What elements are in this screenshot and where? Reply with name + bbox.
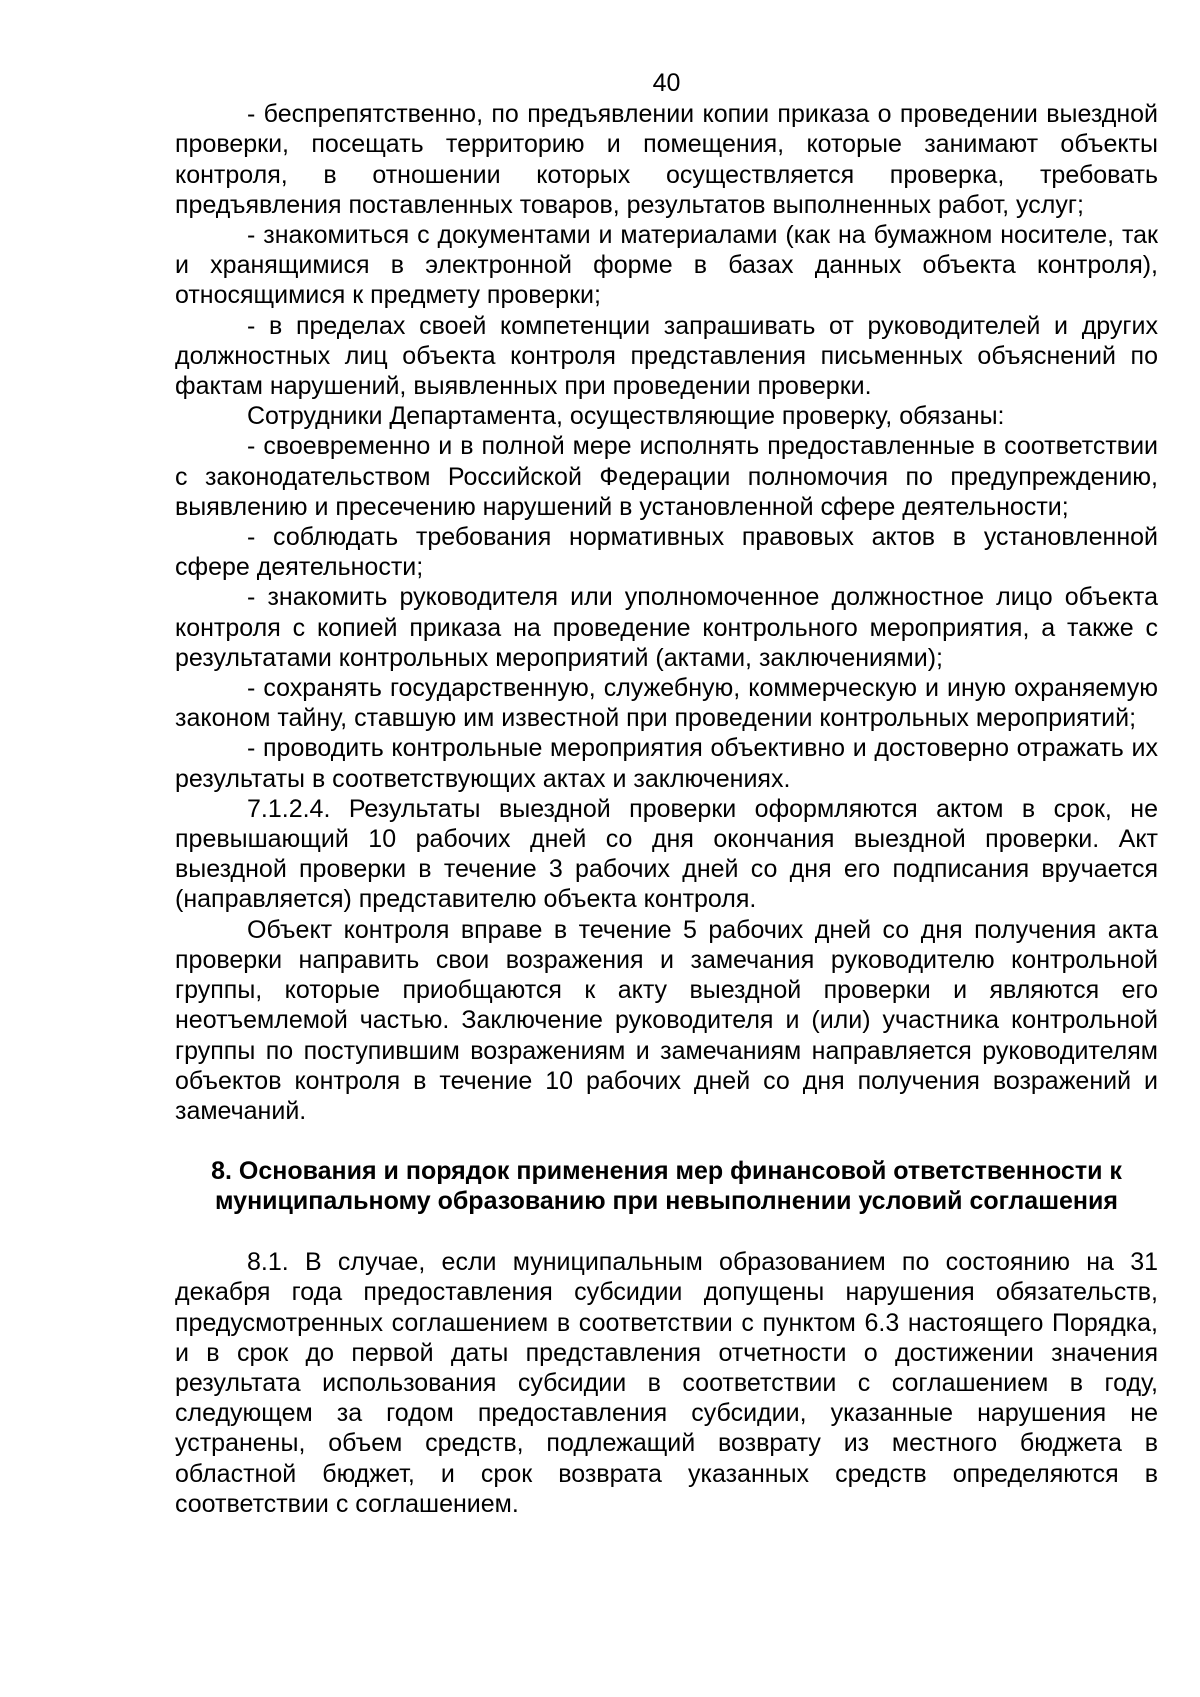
- paragraph-duty-exercise-powers: - своевременно и в полной мере исполнять предоставленные в соответствии с законодательством Российской Федерации полномочия по предупреждению, выявлению и пресечению нарушений в установленной сфере деятельности;: [175, 432, 1158, 521]
- paragraph-right-review-documents: - знакомиться с документами и материалами (как на бумажном носителе, так и хранящимися в электронной форме в базах данных объекта контроля), относящимися к предмету проверки;: [175, 221, 1158, 310]
- page-number: 40: [652, 69, 681, 97]
- paragraph-duty-objective-results: - проводить контрольные мероприятия объективно и достоверно отражать их результаты в соответствующих актах и заключениях.: [175, 734, 1158, 793]
- paragraph-7-1-2-4: 7.1.2.4. Результаты выездной проверки оформляются актом в срок, не превышающий 10 рабочих дней со дня окончания выездной проверки. Акт выездной проверки в течение 3 рабочих дней со дня его подписания вручается (направляется) представителю объекта контроля.: [175, 794, 1158, 914]
- paragraph-duty-keep-secrets: - сохранять государственную, служебную, коммерческую и иную охраняемую законом тайну, ставшую им известной при проведении контрольных мероприятий;: [175, 674, 1158, 733]
- paragraph-duties-intro: Сотрудники Департамента, осуществляющие проверку, обязаны:: [247, 402, 1005, 431]
- section-8-heading-line-1: 8. Основания и порядок применения мер финансовой ответственности к: [211, 1157, 1122, 1186]
- paragraph-duty-inform-head: - знакомить руководителя или уполномоченное должностное лицо объекта контроля с копией приказа на проведение контрольного мероприятия, а также с результатами контрольных мероприятий (актами, заключениями);: [175, 583, 1158, 672]
- paragraph-right-request-explanations: - в пределах своей компетенции запрашивать от руководителей и других должностных лиц объекта контроля представления письменных объяснений по фактам нарушений, выявленных при проведении проверки.: [175, 311, 1158, 401]
- paragraph-8-1: 8.1. В случае, если муниципальным образованием по состоянию на 31 декабря года предоставления субсидии допущены нарушения обязательств, предусмотренных соглашением в соответствии с пунктом 6.3 настоящего Порядка, и в срок до первой даты представления отчетности о достижении значения результата использования субсидии в соответствии с соглашением в году, следующем за годом предоставления субсидии, указанные нарушения не устранены, объем средств, подлежащий возврату из местного бюджета в областной бюджет, и срок возврата указанных средств определяются в соответствии с соглашением.: [175, 1248, 1158, 1518]
- section-8-heading-line-2: муниципальному образованию при невыполнении условий соглашения: [215, 1187, 1118, 1216]
- section-8-heading: [175, 1156, 1158, 1216]
- paragraph-duty-comply-acts: - соблюдать требования нормативных правовых актов в установленной сфере деятельности;: [175, 523, 1158, 582]
- document-page: [175, 68, 1158, 1519]
- paragraph-right-inspect-premises: - беспрепятственно, по предъявлении копии приказа о проведении выездной проверки, посещать территорию и помещения, которые занимают объекты контроля, в отношении которых осуществляется проверка, требовать предъявления поставленных товаров, результатов выполненных работ, услуг;: [175, 100, 1158, 219]
- paragraph-objections: Объект контроля вправе в течение 5 рабочих дней со дня получения акта проверки направить свои возражения и замечания руководителю контрольной группы, которые приобщаются к акту выездной проверки и являются его неотъемлемой частью. Заключение руководителя и (или) участника контрольной группы по поступившим возражениям и замечаниям направляется руководителям объектов контроля в течение 10 рабочих дней со дня получения возражений и замечаний.: [175, 915, 1158, 1125]
